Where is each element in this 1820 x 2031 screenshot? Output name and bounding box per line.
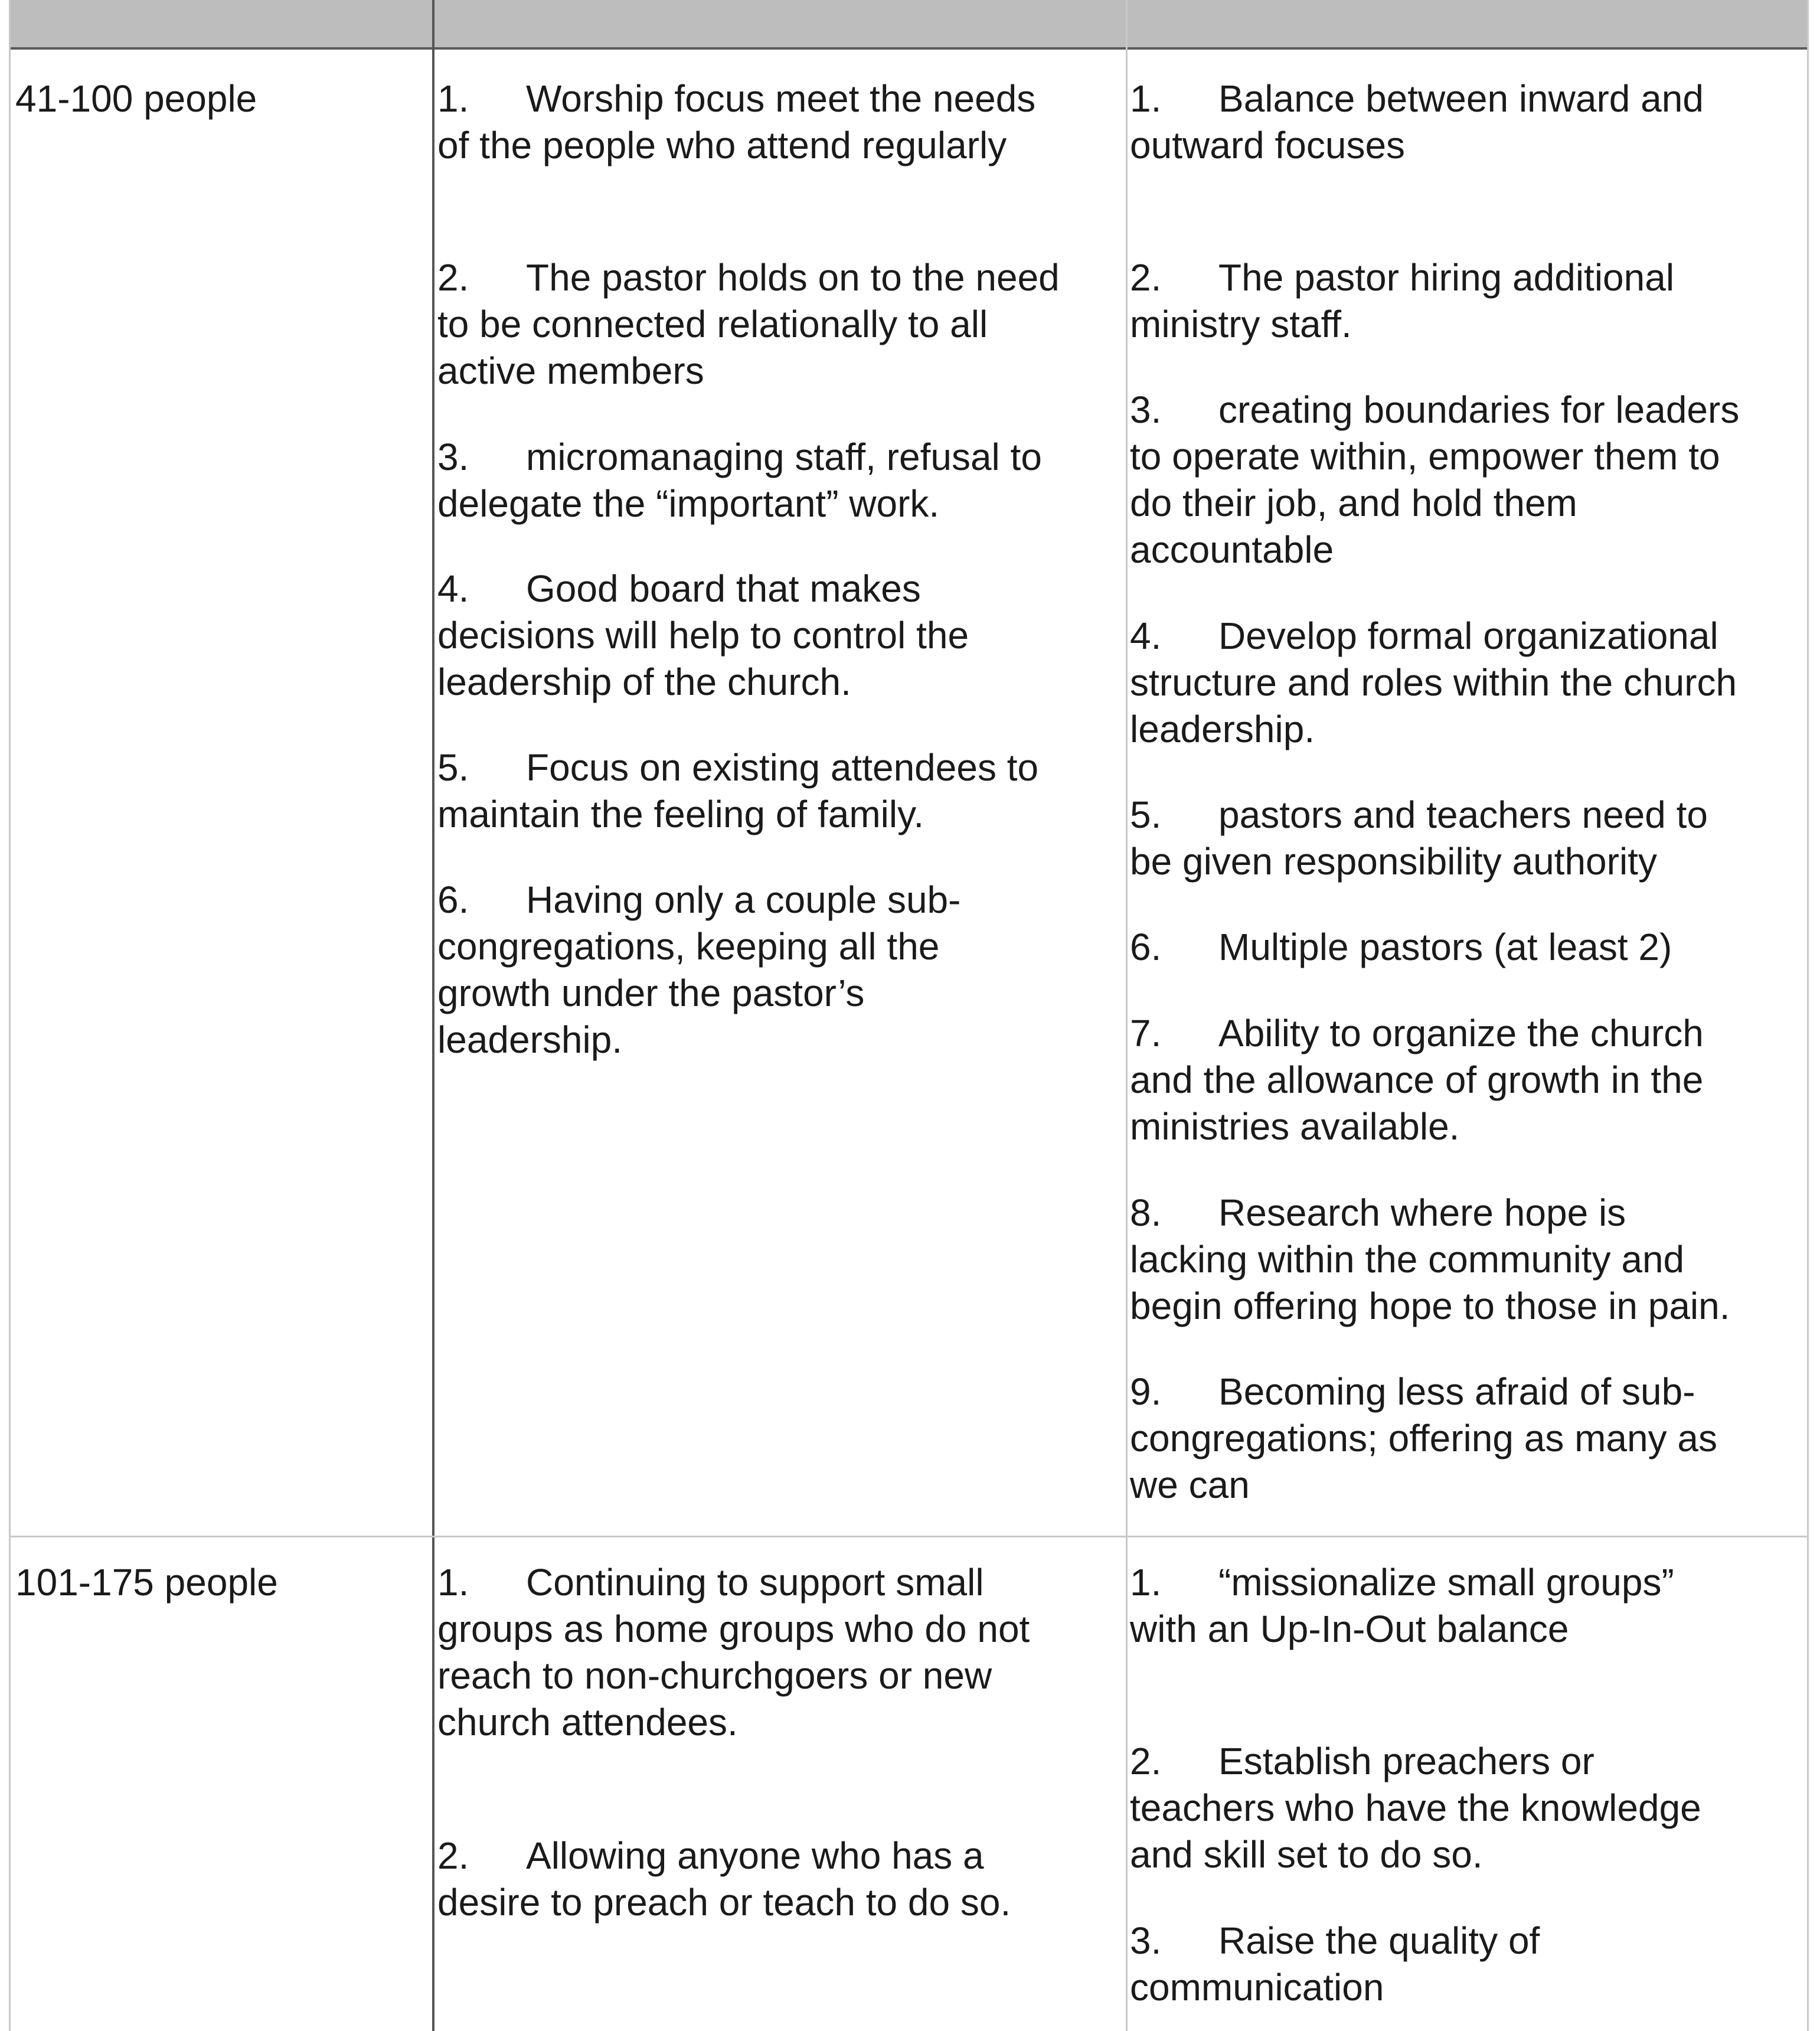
list-item: 2. Allowing anyone who has a desire to preach or teach to do so. — [437, 1834, 1011, 1924]
list-item: 6. Multiple pastors (at least 2) — [1130, 926, 1672, 968]
row-size-label: 41-100 people — [15, 77, 257, 120]
list-item: 1. Balance between inward and outward focuses — [1130, 77, 1704, 166]
list-item: 1. Worship focus meet the needs of the people who attend regularly — [437, 77, 1036, 166]
column-divider-2 — [1126, 0, 1128, 2031]
table-header-row — [9, 0, 1808, 50]
header-cell-1 — [9, 0, 432, 47]
list-item: 4. Develop formal organizational structure and roles within the church leadership. — [1130, 615, 1737, 750]
list-item: 8. Research where hope is lacking within the community and begin offering hope to those in pain. — [1130, 1191, 1730, 1327]
row1-current-practices — [437, 76, 1116, 1528]
list-item: 7. Ability to organize the church and the allowance of growth in the ministries available. — [1130, 1012, 1704, 1148]
list-item: 3. Raise the quality of communication — [1130, 1919, 1540, 2009]
row2-recommended-changes — [1130, 1559, 1806, 2026]
list-item: 3. creating boundaries for leaders to operate within, empower them to do their job, and hold them accountable — [1130, 388, 1740, 571]
table-left-border — [9, 0, 11, 2031]
header-cell-2 — [434, 0, 1124, 47]
column-divider-1 — [432, 0, 434, 2031]
list-item: 6. Having only a couple sub- congregations, keeping all the growth under the pastor’s leadership. — [437, 879, 961, 1061]
list-item: 1. “missionalize small groups” with an Up-In-Out balance — [1130, 1561, 1674, 1650]
list-item: 5. Focus on existing attendees to maintain the feeling of family. — [437, 746, 1039, 835]
row2-current-practices — [437, 1559, 1116, 2026]
row-divider — [9, 1536, 1808, 1537]
header-cell-3 — [1126, 0, 1808, 47]
list-item: 4. Good board that makes decisions will help to control the leadership of the church. — [437, 567, 969, 703]
list-item: 2. Establish preachers or teachers who have the knowledge and skill set to do so. — [1130, 1740, 1701, 1876]
list-item: 1. Continuing to support small groups as home groups who do not reach to non-churchgoers or new church attendees. — [437, 1561, 1030, 1743]
list-item: 5. pastors and teachers need to be given responsibility authority — [1130, 794, 1708, 883]
list-item: 2. The pastor hiring additional ministry staff. — [1130, 256, 1675, 345]
list-item: 9. Becoming less afraid of sub- congregations; offering as many as we can — [1130, 1370, 1717, 1506]
list-item: 3. micromanaging staff, refusal to delegate the “important” work. — [437, 436, 1042, 525]
row1-recommended-changes — [1130, 76, 1806, 1528]
table-right-border — [1807, 0, 1809, 2031]
row-size-label: 101-175 people — [15, 1561, 278, 1604]
list-item: 2. The pastor holds on to the need to be connected relationally to all active members — [437, 256, 1060, 392]
